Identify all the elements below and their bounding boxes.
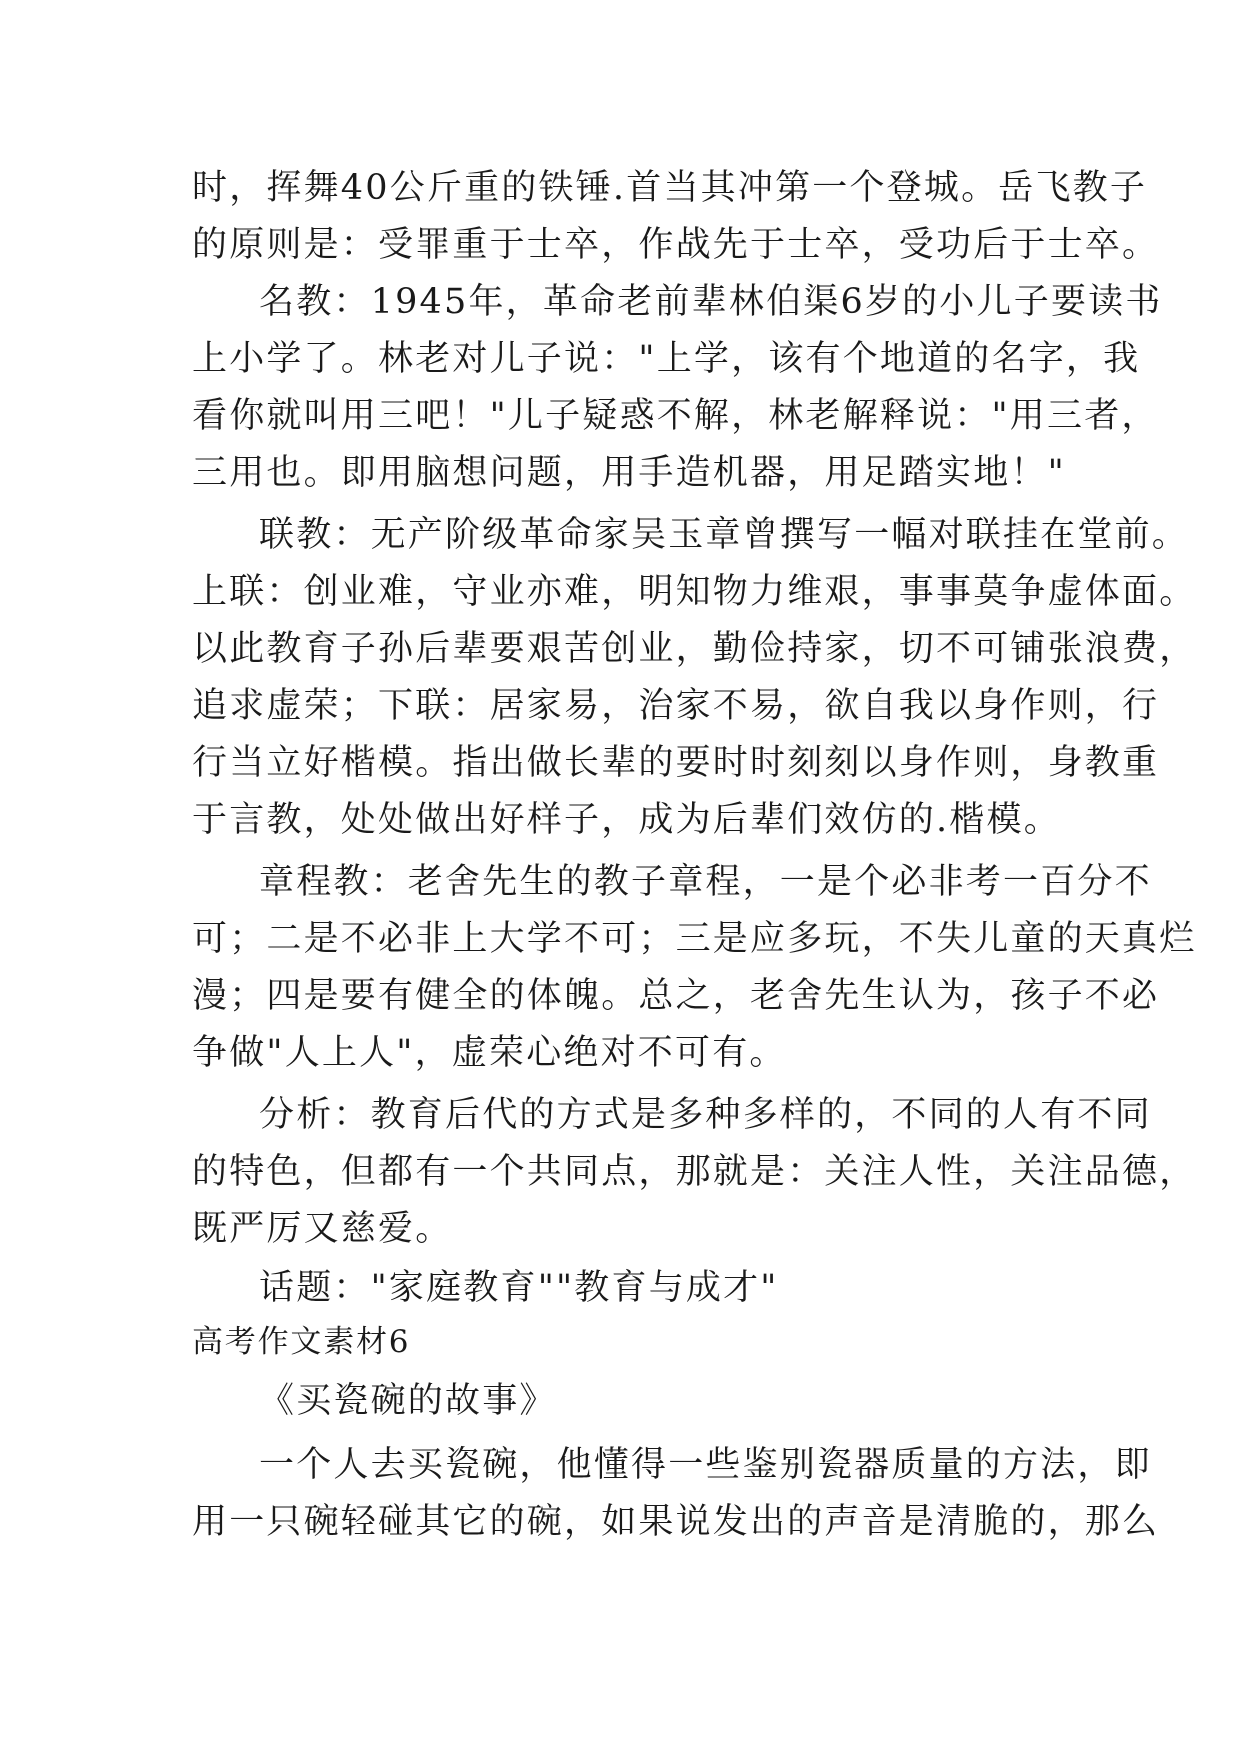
paragraph-first-line: 章程教：老舍先生的教子章程，一是个必非考一百分不 — [259, 862, 1152, 902]
text-line: 于言教，处处做出好样子，成为后辈们效仿的.楷模。 — [192, 800, 1061, 840]
paragraph-first-line: 联教：无产阶级革命家吴玉章曾撰写一幅对联挂在堂前。 — [259, 515, 1190, 555]
text-line: 可；二是不必非上大学不可；三是应多玩，不失儿童的天真烂 — [192, 919, 1197, 959]
story-title: 《买瓷碗的故事》 — [259, 1381, 557, 1421]
text-line: 的原则是：受罪重于士卒，作战先于士卒，受功后于士卒。 — [192, 225, 1160, 265]
text-line: 行当立好楷模。指出做长辈的要时时刻刻以身作则，身教重 — [192, 743, 1160, 783]
text-line: 的特色，但都有一个共同点，那就是：关注人性，关注品德， — [192, 1152, 1197, 1192]
paragraph-first-line: 分析：教育后代的方式是多种多样的，不同的人有不同 — [259, 1095, 1152, 1135]
topic-line: 话题："家庭教育""教育与成才" — [259, 1268, 779, 1308]
text-line: 以此教育子孙后辈要艰苦创业，勤俭持家，切不可铺张浪费， — [192, 629, 1197, 669]
text-line: 漫；四是要有健全的体魄。总之，老舍先生认为，孩子不必 — [192, 976, 1160, 1016]
text-line: 既严厉又慈爱。 — [192, 1209, 453, 1249]
section-heading: 高考作文素材6 — [192, 1324, 411, 1360]
paragraph-first-line: 一个人去买瓷碗，他懂得一些鉴别瓷器质量的方法，即 — [259, 1445, 1152, 1485]
text-line: 用一只碗轻碰其它的碗，如果说发出的声音是清脆的，那么 — [192, 1502, 1160, 1542]
text-line: 看你就叫用三吧！"儿子疑惑不解，林老解释说："用三者， — [192, 396, 1159, 436]
text-line: 时，挥舞40公斤重的铁锤.首当其冲第一个登城。岳飞教子 — [192, 168, 1148, 208]
text-line: 三用也。即用脑想问题，用手造机器，用足踏实地！" — [192, 453, 1066, 493]
text-line: 追求虚荣；下联：居家易，治家不易，欲自我以身作则，行 — [192, 686, 1160, 726]
paragraph-first-line: 名教：1945年，革命老前辈林伯渠6岁的小儿子要读书 — [259, 282, 1163, 322]
text-line: 争做"人上人"，虚荣心绝对不可有。 — [192, 1033, 787, 1073]
text-line: 上小学了。林老对儿子说："上学，该有个地道的名字，我 — [192, 339, 1141, 379]
text-line: 上联：创业难，守业亦难，明知物力维艰，事事莫争虚体面。 — [192, 572, 1197, 612]
